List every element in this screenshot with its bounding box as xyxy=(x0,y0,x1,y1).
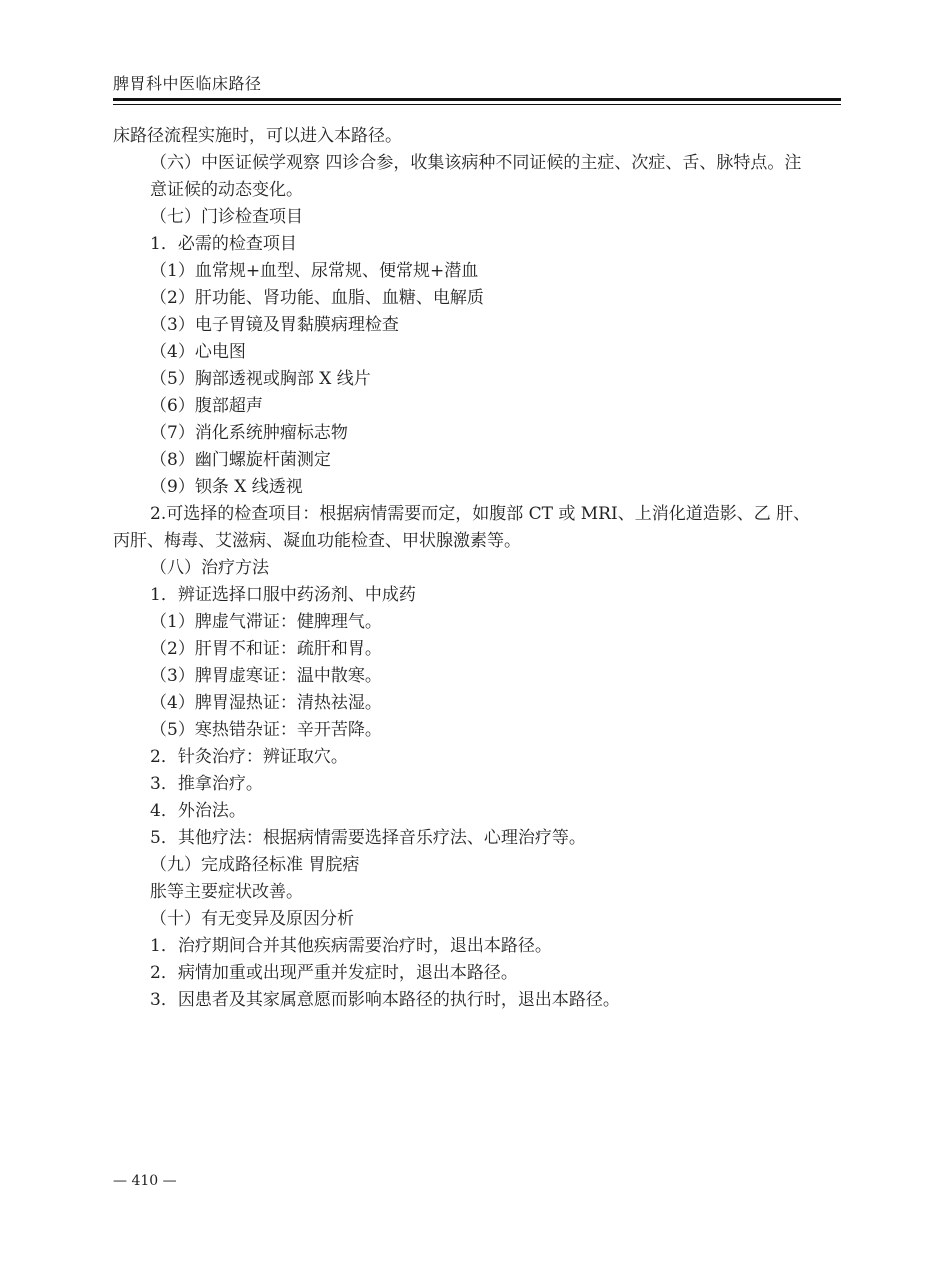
section-heading-completion: （九）完成路径标准 胃脘痞 xyxy=(150,855,360,875)
list-item: 2．病情加重或出现严重并发症时，退出本路径。 xyxy=(150,963,518,983)
text-line: 丙肝、梅毒、艾滋病、凝血功能检查、甲状腺激素等。 xyxy=(113,531,521,551)
running-header: 脾胃科中医临床路径 xyxy=(113,74,262,93)
list-item: （3）脾胃虚寒证：温中散寒。 xyxy=(150,666,382,686)
list-item: （1）血常规+血型、尿常规、便常规+潜血 xyxy=(150,261,479,281)
list-item: （1）脾虚气滞证：健脾理气。 xyxy=(150,612,382,632)
page-number: — 410 — xyxy=(113,1173,177,1189)
list-heading-oral-medicine: 1．辨证选择口服中药汤剂、中成药 xyxy=(150,585,416,605)
list-item: 5．其他疗法：根据病情需要选择音乐疗法、心理治疗等。 xyxy=(150,828,586,848)
list-item: （2）肝功能、肾功能、血脂、血糖、电解质 xyxy=(150,288,484,308)
text-line: 床路径流程实施时，可以进入本路径。 xyxy=(113,126,402,146)
list-item: 4．外治法。 xyxy=(150,801,246,821)
list-item: （3）电子胃镜及胃黏膜病理检查 xyxy=(150,315,399,335)
list-item: （4）心电图 xyxy=(150,342,246,362)
list-item: （8）幽门螺旋杆菌测定 xyxy=(150,450,331,470)
list-heading-required-exams: 1．必需的检查项目 xyxy=(150,234,297,254)
list-item: （9）钡条 X 线透视 xyxy=(150,477,303,497)
list-item: 3．推拿治疗。 xyxy=(150,774,263,794)
text-line: 胀等主要症状改善。 xyxy=(150,882,303,902)
list-item: 1．治疗期间合并其他疾病需要治疗时，退出本路径。 xyxy=(150,936,552,956)
text-line: 意证候的动态变化。 xyxy=(150,180,303,200)
list-item: （5）胸部透视或胸部 X 线片 xyxy=(150,369,371,389)
section-heading-observation: （六）中医证候学观察 四诊合参，收集该病种不同证候的主症、次症、舌、脉特点。注 xyxy=(150,153,802,173)
list-item: （7）消化系统肿瘤标志物 xyxy=(150,423,348,443)
list-item: （2）肝胃不和证：疏肝和胃。 xyxy=(150,639,382,659)
list-heading-optional-exams: 2.可选择的检查项目：根据病情需要而定，如腹部 CT 或 MRI、上消化道造影、乙 肝、 xyxy=(150,504,811,524)
section-heading-outpatient-exams: （七）门诊检查项目 xyxy=(150,207,303,227)
section-heading-treatment: （八）治疗方法 xyxy=(150,558,269,578)
list-item: （4）脾胃湿热证：清热祛湿。 xyxy=(150,693,382,713)
list-item: （6）腹部超声 xyxy=(150,396,263,416)
section-heading-variation: （十）有无变异及原因分析 xyxy=(150,909,354,929)
list-item: （5）寒热错杂证：辛开苦降。 xyxy=(150,720,382,740)
list-item: 3．因患者及其家属意愿而影响本路径的执行时，退出本路径。 xyxy=(150,990,620,1010)
list-item: 2．针灸治疗：辨证取穴。 xyxy=(150,747,348,767)
